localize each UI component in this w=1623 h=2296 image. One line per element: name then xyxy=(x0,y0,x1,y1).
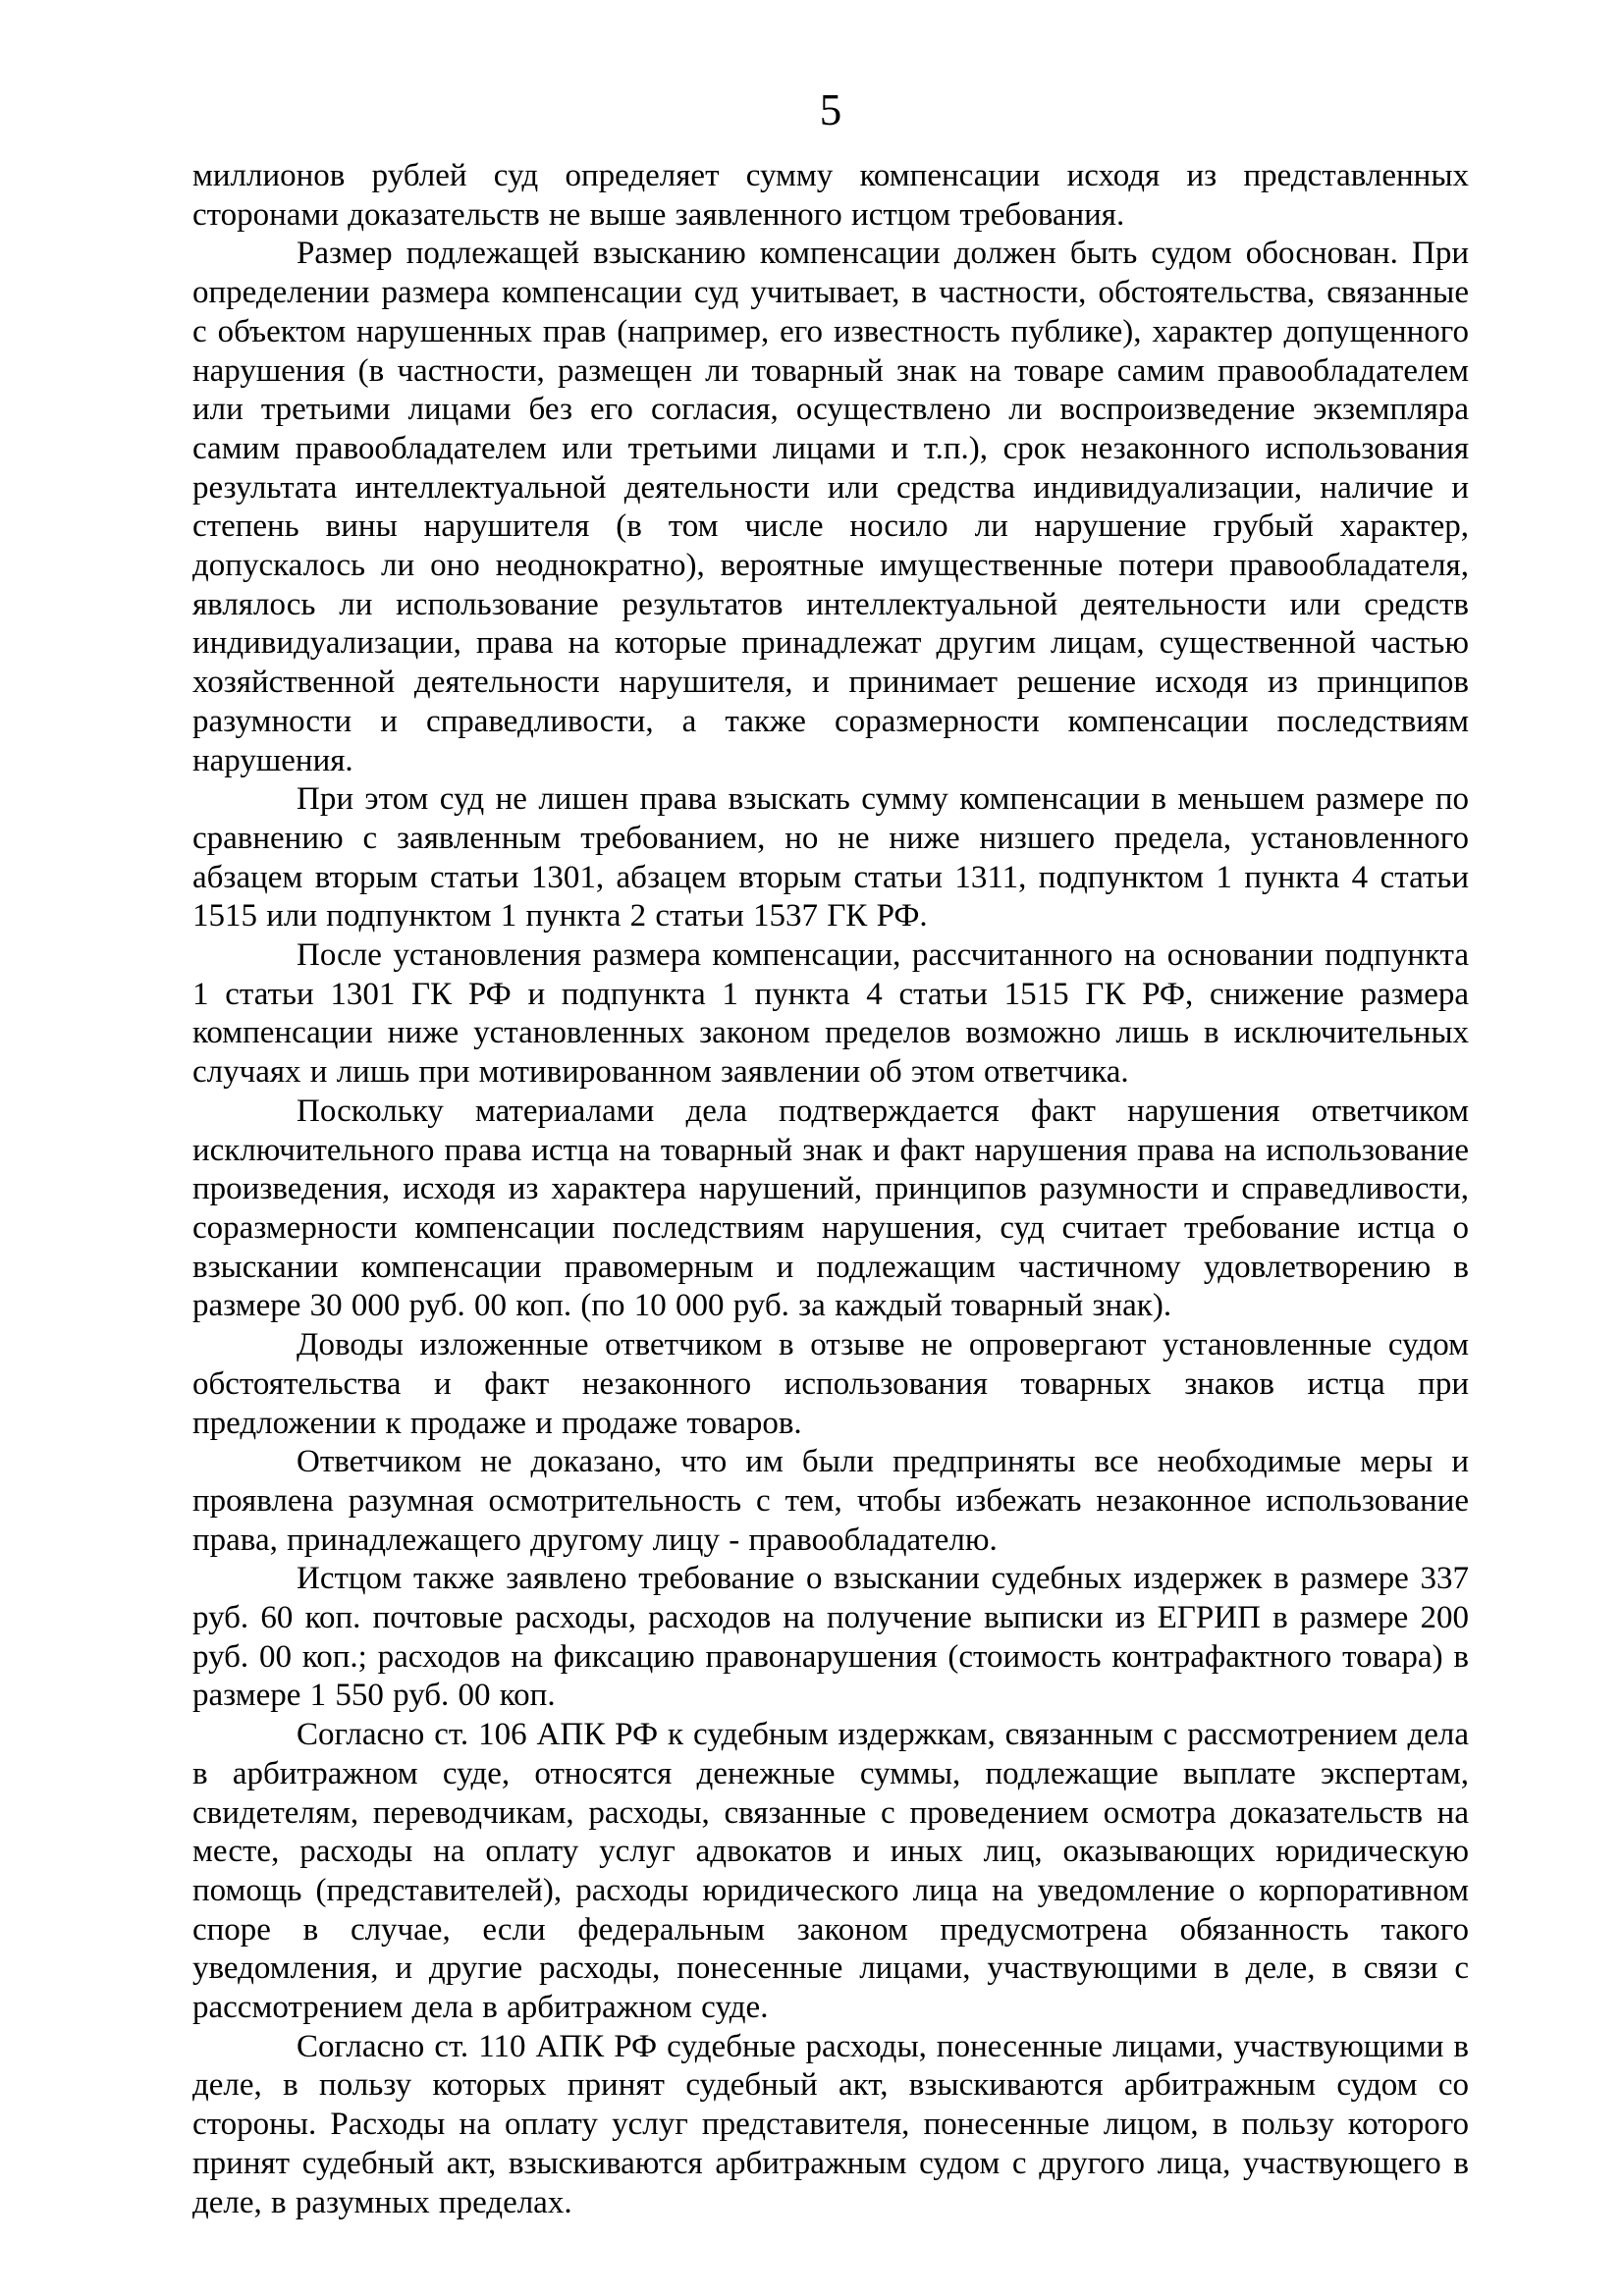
paragraph-apk-110: Согласно ст. 110 АПК РФ судебные расходы, понесенные лицами, участвующими в деле, в пользу которых принят судебный акт, взыскиваются арбитражным судом со стороны. Расходы на оплату услуг представителя, понесенные лицом, в пользу которого принят судебный акт, взыскиваются арбитражным судом с другого лица, участвующего в деле, в разумных пределах. xyxy=(192,2028,1469,2220)
paragraph-lower-limit: При этом суд не лишен права взыскать сумму компенсации в меньшем размере по сравнению с заявленным требованием, но не ниже низшего предела, установленного абзацем вторым статьи 1301, абзацем вторым статьи 1311, подпунктом 1 пункта 4 статьи 1515 или подпунктом 1 пункта 2 статьи 1537 ГК РФ. xyxy=(192,781,1469,934)
paragraph-defendant-diligence: Ответчиком не доказано, что им были предприняты все необходимые меры и проявлена разумная осмотрительность с тем, чтобы избежать незаконное использование права, принадлежащего другому лицу - правообладателю. xyxy=(192,1444,1469,1558)
paragraph-court-conclusion: Поскольку материалами дела подтверждается факт нарушения ответчиком исключительного права истца на товарный знак и факт нарушения права на использование произведения, исходя из характера нарушений, принципов разумности и справедливости, соразмерности компенсации последствиям нарушения, суд считает требование истца о взыскании компенсации правомерным и подлежащим частичному удовлетворению в размере 30 000 руб. 00 коп. (по 10 000 руб. за каждый товарный знак). xyxy=(192,1093,1469,1324)
paragraph-defendant-arguments: Доводы изложенные ответчиком в отзыве не опровергают установленные судом обстоятельства и факт незаконного использования товарных знаков истца при предложении к продаже и продаже товаров. xyxy=(192,1327,1469,1441)
paragraph-reduction-rules: После установления размера компенсации, рассчитанного на основании подпункта 1 статьи 1301 ГК РФ и подпункта 1 пункта 4 статьи 1515 ГК РФ, снижение размера компенсации ниже установленных законом пределов возможно лишь в исключительных случаях и лишь при мотивированном заявлении об этом ответчика. xyxy=(192,937,1469,1091)
page-number: 5 xyxy=(819,85,842,134)
paragraph-compensation-basis: Размер подлежащей взысканию компенсации должен быть судом обоснован. При определении размера компенсации суд учитывает, в частности, обстоятельства, связанные с объектом нарушенных прав (например, его известность публике), характер допущенного нарушения (в частности, размещен ли товарный знак на товаре самим правообладателем или третьими лицами без его согласия, осуществлено ли воспроизведение экземпляра самим правообладателем или третьими лицами и т.п.), срок незаконного использования результата интеллектуальной деятельности или средства индивидуализации, наличие и степень вины нарушителя (в том числе носило ли нарушение грубый характер, допускалось ли оно неоднократно), вероятные имущественные потери правообладателя, являлось ли использование результатов интеллектуальной деятельности или средств индивидуализации, права на которые принадлежат другим лицам, существенной частью хозяйственной деятельности нарушителя, и принимает решение исходя из принципов разумности и справедливости, а также соразмерности компенсации последствиям нарушения. xyxy=(192,236,1469,778)
document-body xyxy=(192,157,1469,2222)
paragraph-continuation: миллионов рублей суд определяет сумму компенсации исходя из представленных сторонами доказательств не выше заявленного истцом требования. xyxy=(192,158,1469,233)
paragraph-court-costs-claim: Истцом также заявлено требование о взыскании судебных издержек в размере 337 руб. 60 коп. почтовые расходы, расходов на получение выписки из ЕГРИП в размере 200 руб. 00 коп.; расходов на фиксацию правонарушения (стоимость контрафактного товара) в размере 1 550 руб. 00 коп. xyxy=(192,1561,1469,1714)
paragraph-apk-106: Согласно ст. 106 АПК РФ к судебным издержкам, связанным с рассмотрением дела в арбитражном суде, относятся денежные суммы, подлежащие выплате экспертам, свидетелям, переводчикам, расходы, связанные с проведением осмотра доказательств на месте, расходы на оплату услуг адвокатов и иных лиц, оказывающих юридическую помощь (представителей), расходы юридического лица на уведомление о корпоративном споре в случае, если федеральным законом предусмотрена обязанность такого уведомления, и другие расходы, понесенные лицами, участвующими в деле, в связи с рассмотрением дела в арбитражном суде. xyxy=(192,1717,1469,2026)
